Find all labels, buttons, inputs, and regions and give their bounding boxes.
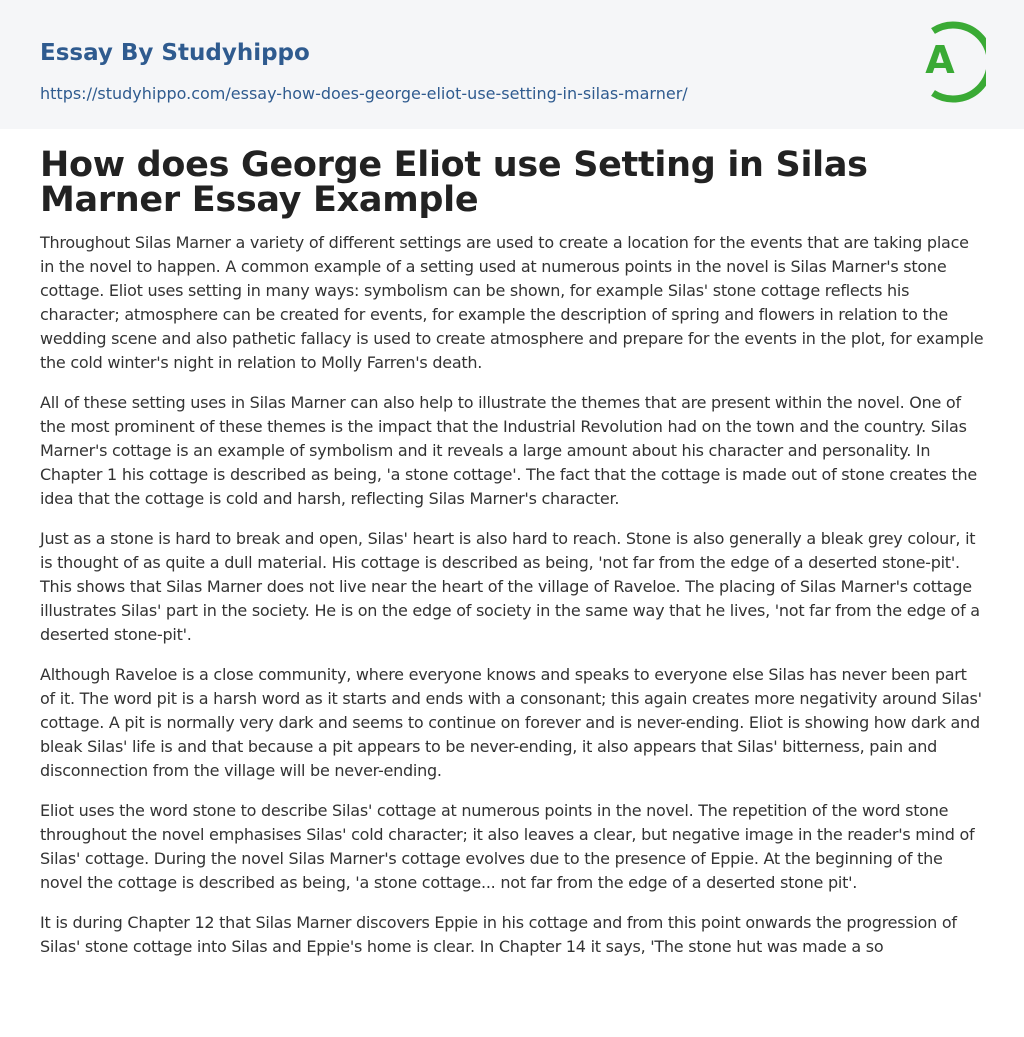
article-paragraph: Although Raveloe is a close community, where everyone knows and speaks to everyone else Silas has never been part of it. The word pit is a harsh word as it starts and ends with a consonant; this again creates more negativity around Silas' cottage. A pit is normally very dark and seems to continue on forever and is never-ending. Eliot is showing how dark and bleak Silas' life is and that because a pit appears to be never-ending, it also appears that Silas' bitterness, pain and disconnection from the village will be never-ending. <box>40 665 982 780</box>
article-paragraph: Just as a stone is hard to break and open, Silas' heart is also hard to reach. Stone is also generally a bleak grey colour, it is thought of as quite a dull material. His cottage is described as being, 'not far from the edge of a deserted stone-pit'. This shows that Silas Marner does not live near the heart of the village of Raveloe. The placing of Silas Marner's cottage illustrates Silas' part in the society. He is on the edge of society in the same way that he lives, 'not far from the edge of a deserted stone-pit'. <box>40 529 980 644</box>
article-paragraph: Eliot uses the word stone to describe Silas' cottage at numerous points in the novel. The repetition of the word stone throughout the novel emphasises Silas' cold character; it also leaves a clear, but negative image in the reader's mind of Silas' cottage. During the novel Silas Marner's cottage evolves due to the presence of Eppie. At the beginning of the novel the cottage is described as being, 'a stone cottage... not far from the edge of a deserted stone pit'. <box>40 801 975 892</box>
site-title[interactable]: Essay By Studyhippo <box>40 40 310 66</box>
logo-letter: A <box>925 38 955 82</box>
article-paragraph: Throughout Silas Marner a variety of different settings are used to create a location for the events that are taking place in the novel to happen. A common example of a setting used at numerous points in the novel is Silas Marner's stone cottage. Eliot uses setting in many ways: symbolism can be shown, for example Silas' stone cottage reflects his character; atmosphere can be created for events, for example the description of spring and flowers in relation to the wedding scene and also pathetic fallacy is used to create atmosphere and prepare for the events in the plot, for example the cold winter's night in relation to Molly Farren's death. <box>40 233 984 372</box>
studyhippo-logo-icon[interactable] <box>912 19 986 105</box>
site-header <box>0 0 1024 129</box>
article-main <box>0 145 1024 959</box>
page-url-link[interactable]: https://studyhippo.com/essay-how-does-george-eliot-use-setting-in-silas-marner/ <box>40 84 688 103</box>
page-title: How does George Eliot use Setting in Silas Marner Essay Example <box>40 145 868 220</box>
article-body <box>40 231 984 959</box>
article-paragraph: All of these setting uses in Silas Marner can also help to illustrate the themes that are present within the novel. One of the most prominent of these themes is the impact that the Industrial Revolution had on the town and the country. Silas Marner's cottage is an example of symbolism and it reveals a large amount about his character and personality. In Chapter 1 his cottage is described as being, 'a stone cottage'. The fact that the cottage is made out of stone creates the idea that the cottage is cold and harsh, reflecting Silas Marner's character. <box>40 393 977 508</box>
article-paragraph: It is during Chapter 12 that Silas Marner discovers Eppie in his cottage and from this point onwards the progression of Silas' stone cottage into Silas and Eppie's home is clear. In Chapter 14 it says, 'The stone hut was made a so <box>40 913 957 956</box>
